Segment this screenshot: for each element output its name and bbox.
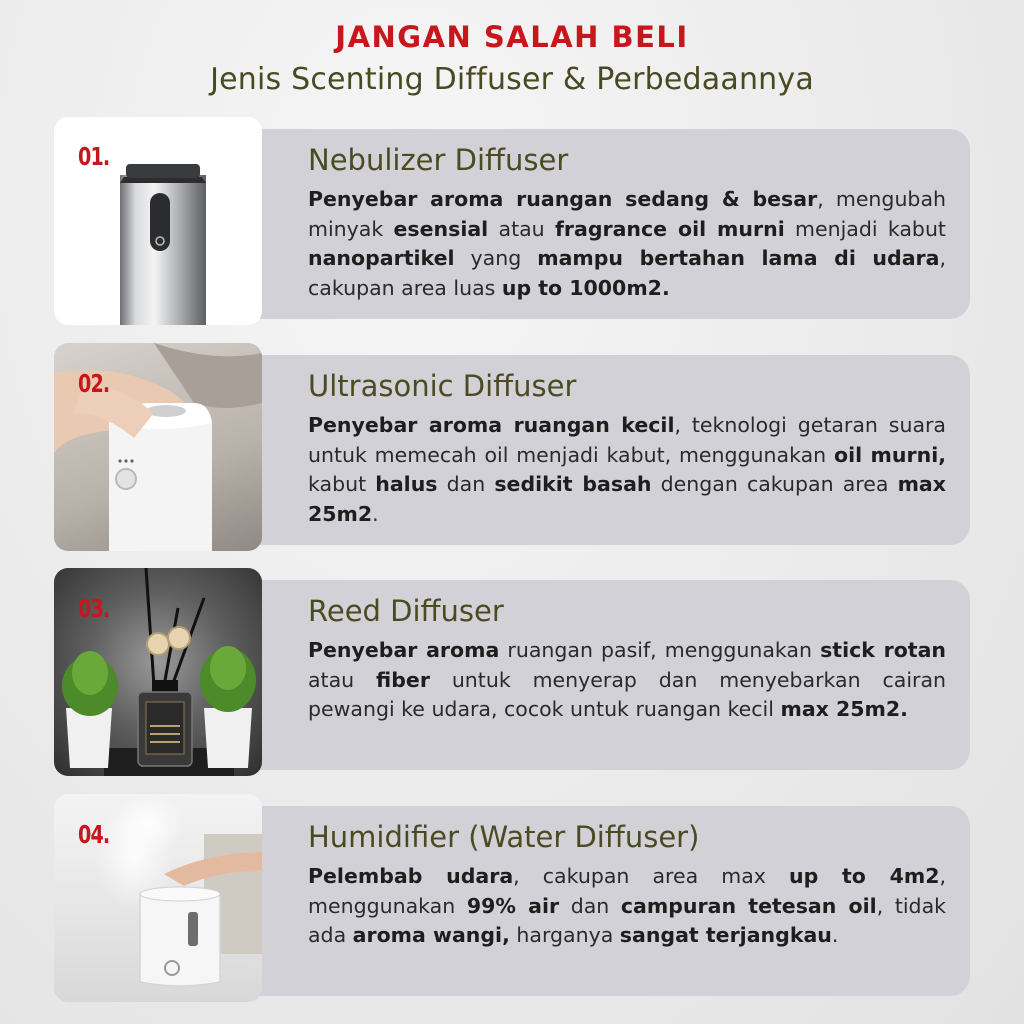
card-title: Humidifier (Water Diffuser) <box>308 820 700 854</box>
item-number: 02. <box>78 369 110 398</box>
description-bold-text: sangat terjangkau <box>619 923 832 947</box>
item-number: 04. <box>78 820 110 849</box>
description-bold-text: Pelembab udara <box>308 864 514 888</box>
card-description <box>308 411 946 529</box>
description-bold-text: nanopartikel <box>308 246 455 270</box>
description-bold-text: fiber <box>376 667 430 692</box>
page-subtitle: Jenis Scenting Diffuser & Perbedaannya <box>210 62 814 97</box>
description-text: , cakupan area max <box>513 864 790 888</box>
description-text: , menggunakan <box>308 864 946 918</box>
card-description <box>308 185 946 303</box>
description-bold-text: Penyebar aroma ruangan kecil <box>308 413 675 437</box>
description-bold-text: halus <box>375 472 438 496</box>
description-text: , teknologi getaran suara untuk memecah oil menjadi kabut, menggunakan <box>308 413 946 467</box>
item-number: 03. <box>78 594 110 623</box>
description-bold-text: Penyebar aroma ruangan sedang & besar <box>308 187 818 211</box>
description-bold-text: mampu bertahan lama di udara <box>537 246 940 270</box>
description-bold-text: up to 1000m2. <box>501 275 670 300</box>
description-bold-text: max 25m2 <box>308 472 946 526</box>
description-bold-text: aroma wangi, <box>352 923 510 947</box>
card-title: Nebulizer Diffuser <box>308 143 569 177</box>
description-bold-text: sedikit basah <box>494 472 652 496</box>
description-text: dan <box>437 472 495 496</box>
description-bold-text: up to 4m2 <box>789 864 940 888</box>
description-bold-text: campuran tetesan oil <box>620 893 877 918</box>
description-bold-text: fragrance oil murni <box>554 216 785 241</box>
description-bold-text: max 25m2. <box>780 697 908 721</box>
card-humidifier <box>252 806 970 996</box>
description-text: menjadi kabut <box>784 216 946 241</box>
card-ultrasonic <box>252 355 970 545</box>
description-bold-text: oil murni, <box>833 442 947 467</box>
description-text: yang <box>454 246 538 270</box>
description-text: untuk menyerap dan menyebarkan cairan pewangi ke udara, cocok untuk ruangan kecil <box>308 667 947 721</box>
headline-warning: JANGAN SALAH BELI <box>335 20 689 54</box>
description-bold-text: Penyebar aroma <box>308 638 500 662</box>
item-number: 01. <box>78 142 110 171</box>
description-bold-text: stick rotan <box>820 638 947 662</box>
card-description <box>308 636 946 725</box>
card-description <box>308 862 946 951</box>
card-title: Ultrasonic Diffuser <box>308 369 577 403</box>
description-text: dengan cakupan area <box>651 472 898 496</box>
description-text: atau <box>488 216 555 241</box>
card-reed <box>252 580 970 770</box>
description-text: kabut <box>308 472 376 496</box>
description-text: . <box>831 923 839 947</box>
description-bold-text: 99% air <box>466 893 560 918</box>
description-text: , tidak ada <box>308 893 947 947</box>
card-nebulizer <box>252 129 970 319</box>
description-bold-text: esensial <box>393 216 489 241</box>
description-text: , cakupan area luas <box>308 246 947 300</box>
description-text: atau <box>308 667 377 692</box>
description-text: dan <box>559 893 621 918</box>
description-text: ruangan pasif, menggunakan <box>499 638 821 662</box>
description-text: , mengubah minyak <box>308 187 946 241</box>
description-text: . <box>372 501 379 526</box>
card-title: Reed Diffuser <box>308 594 504 628</box>
description-text: harganya <box>509 923 620 947</box>
